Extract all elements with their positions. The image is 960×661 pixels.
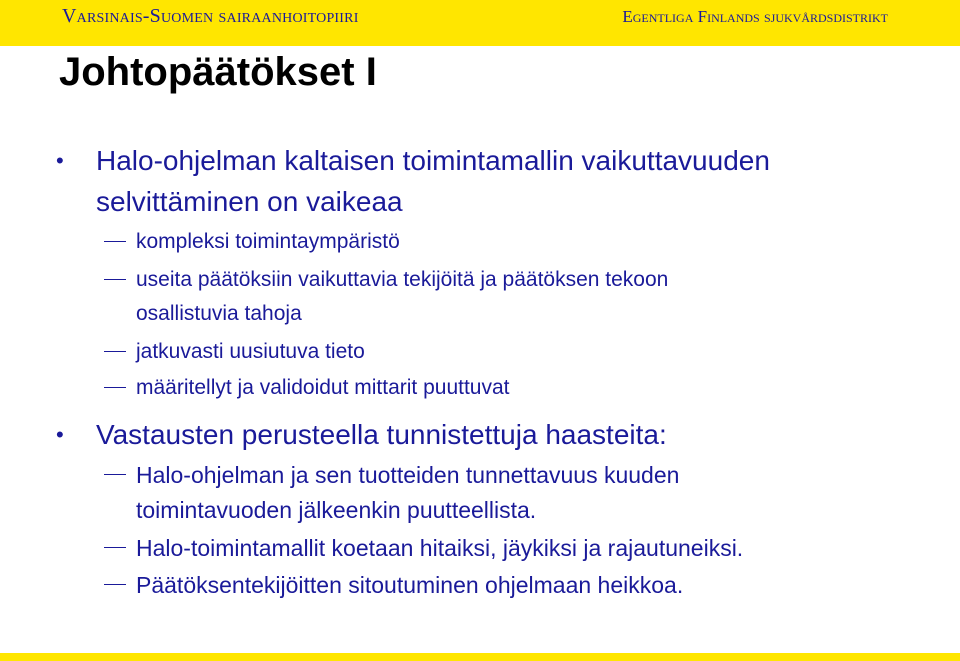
sub-bullet-text: jatkuvasti uusiutuva tieto	[136, 340, 365, 363]
dash-icon	[104, 351, 126, 352]
dash-icon	[104, 474, 126, 475]
sub-bullet-text: kompleksi toimintaympäristö	[136, 230, 400, 253]
sub-bullet-text: useita päätöksiin vaikuttavia tekijöitä ja päätöksen tekoon	[136, 268, 669, 291]
sub-bullet-text: Halo-ohjelman ja sen tuotteiden tunnettavuus kuuden	[136, 462, 680, 488]
bullet-text: Vastausten perusteella tunnistettuja haasteita:	[96, 419, 667, 450]
sub-bullet-text: Halo-toimintamallit koetaan hitaiksi, jäykiksi ja rajautuneiksi.	[136, 535, 744, 561]
dash-icon	[104, 387, 126, 388]
footer-bar	[0, 653, 960, 661]
bullet-text: Halo-ohjelman kaltaisen toimintamallin vaikuttavuuden	[96, 145, 770, 176]
sub-bullet-text: Päätöksentekijöitten sitoutuminen ohjelmaan heikkoa.	[136, 572, 684, 598]
sub-bullet-text: toimintavuoden jälkeenkin puutteellista.	[136, 497, 537, 523]
dash-icon	[104, 584, 126, 585]
bullet-dot-icon: •	[56, 148, 64, 173]
header-organization-sv: Egentliga Finlands sjukvårdsdistrikt	[622, 7, 888, 26]
slide-title: Johtopäätökset I	[59, 50, 377, 94]
dash-icon	[104, 241, 126, 242]
bullet-text: selvittäminen on vaikeaa	[96, 186, 403, 217]
dash-icon	[104, 547, 126, 548]
header-bar	[0, 0, 960, 46]
sub-bullet-text: määritellyt ja validoidut mittarit puuttuvat	[136, 376, 510, 399]
header-organization-fi: Varsinais-Suomen sairaanhoitopiiri	[62, 5, 359, 27]
dash-icon	[104, 279, 126, 280]
sub-bullet-text: osallistuvia tahoja	[136, 302, 302, 325]
bullet-dot-icon: •	[56, 422, 64, 447]
